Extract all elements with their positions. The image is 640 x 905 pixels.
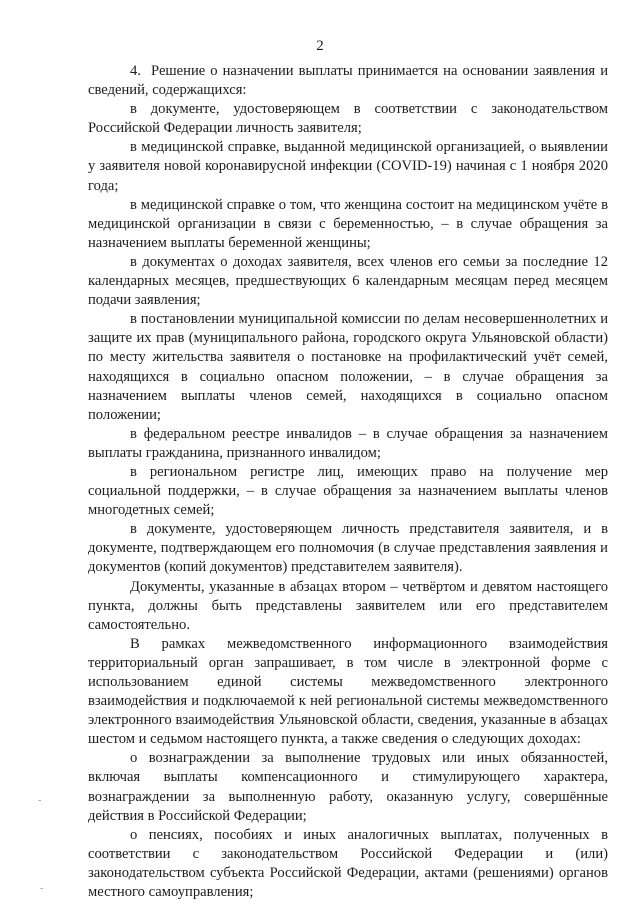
paragraph-pensions-benefits: о пенсиях, пособиях и иных аналогичных выплатах, полученных в соответствии с законодательством Российской Федерации и (или) законодательством субъекта Российской Федерации, актами (решениями) органов местного самоуправления; (88, 826, 608, 901)
paragraph-labour-income: о вознаграждении за выполнение трудовых или иных обязанностей, включая выплаты компенсационного и стимулирующего характера, вознаграждении за выполненную работу, оказанную услугу, совершённые действия в Российской Федерации; (88, 750, 608, 824)
paragraph-representative-documents: в документе, удостоверяющем личность представителя заявителя, и в документе, подтверждающем его полномочия (в случае представления заявления и документов (копий документов) представителем заявителя). (88, 521, 608, 576)
paragraph-large-families-registry: в региональном регистре лиц, имеющих право на получение мер социальной поддержки, – в случае обращения за назначением выплаты членов многодетных семей; (88, 463, 608, 519)
scan-artifact-mark: - (40, 883, 44, 894)
paragraph-disability-registry: в федеральном реестре инвалидов – в случае обращения за назначением выплаты гражданина, признанного инвалидом; (88, 425, 608, 461)
paragraph-pregnancy-certificate: в медицинской справке о том, что женщина состоит на медицинском учёте в медицинской организации в связи с беременностью, – в случае обращения за назначением выплаты беременной женщины; (88, 196, 608, 251)
paragraph-identity-document: в документе, удостоверяющем в соответствии с законодательством Российской Федерации личность заявителя; (88, 101, 608, 137)
paragraph-item-4-intro: 4. Решение о назначении выплаты принимается на основании заявления и сведений, содержащихся: (88, 63, 608, 99)
paragraph-documents-submission: Документы, указанные в абзацах втором – четвёртом и девятом настоящего пункта, должны быть представлены заявителем или его представителем самостоятельно. (88, 578, 608, 633)
document-body (88, 62, 608, 902)
paragraph-commission-resolution: в постановлении муниципальной комиссии по делам несовершеннолетних и защите их прав (муниципального района, городского округа Ульяновской области) по месту жительства заявителя о постановке на профилактический учёт семей, находящихся в социально опасном положении, – в случае обращения за назначением выплаты членов семей, находящихся в социально опасном положении; (88, 311, 608, 423)
paragraph-interagency-interaction: В рамках межведомственного информационного взаимодействия территориальный орган запрашивает, в том числе в электронной форме с использованием единой системы межведомственного электронного взаимодействия и подключаемой к ней региональной системы межведомственного электронного взаимодействия Ульяновской области, сведения, указанные в абзацах шестом и седьмом настоящего пункта, а также сведения о следующих доходах: (88, 635, 608, 748)
page-number: 2 (316, 38, 324, 54)
paragraph-income-documents: в документах о доходах заявителя, всех членов его семьи за последние 12 календарных месяцев, предшествующих 6 календарным месяцам перед месяцем подачи заявления; (88, 253, 608, 309)
paragraph-covid-certificate: в медицинской справке, выданной медицинской организацией, о выявлении у заявителя новой коронавирусной инфекции (COVID-19) начиная с 1 ноября 2020 года; (88, 139, 608, 194)
scan-artifact-mark: - (38, 795, 42, 806)
